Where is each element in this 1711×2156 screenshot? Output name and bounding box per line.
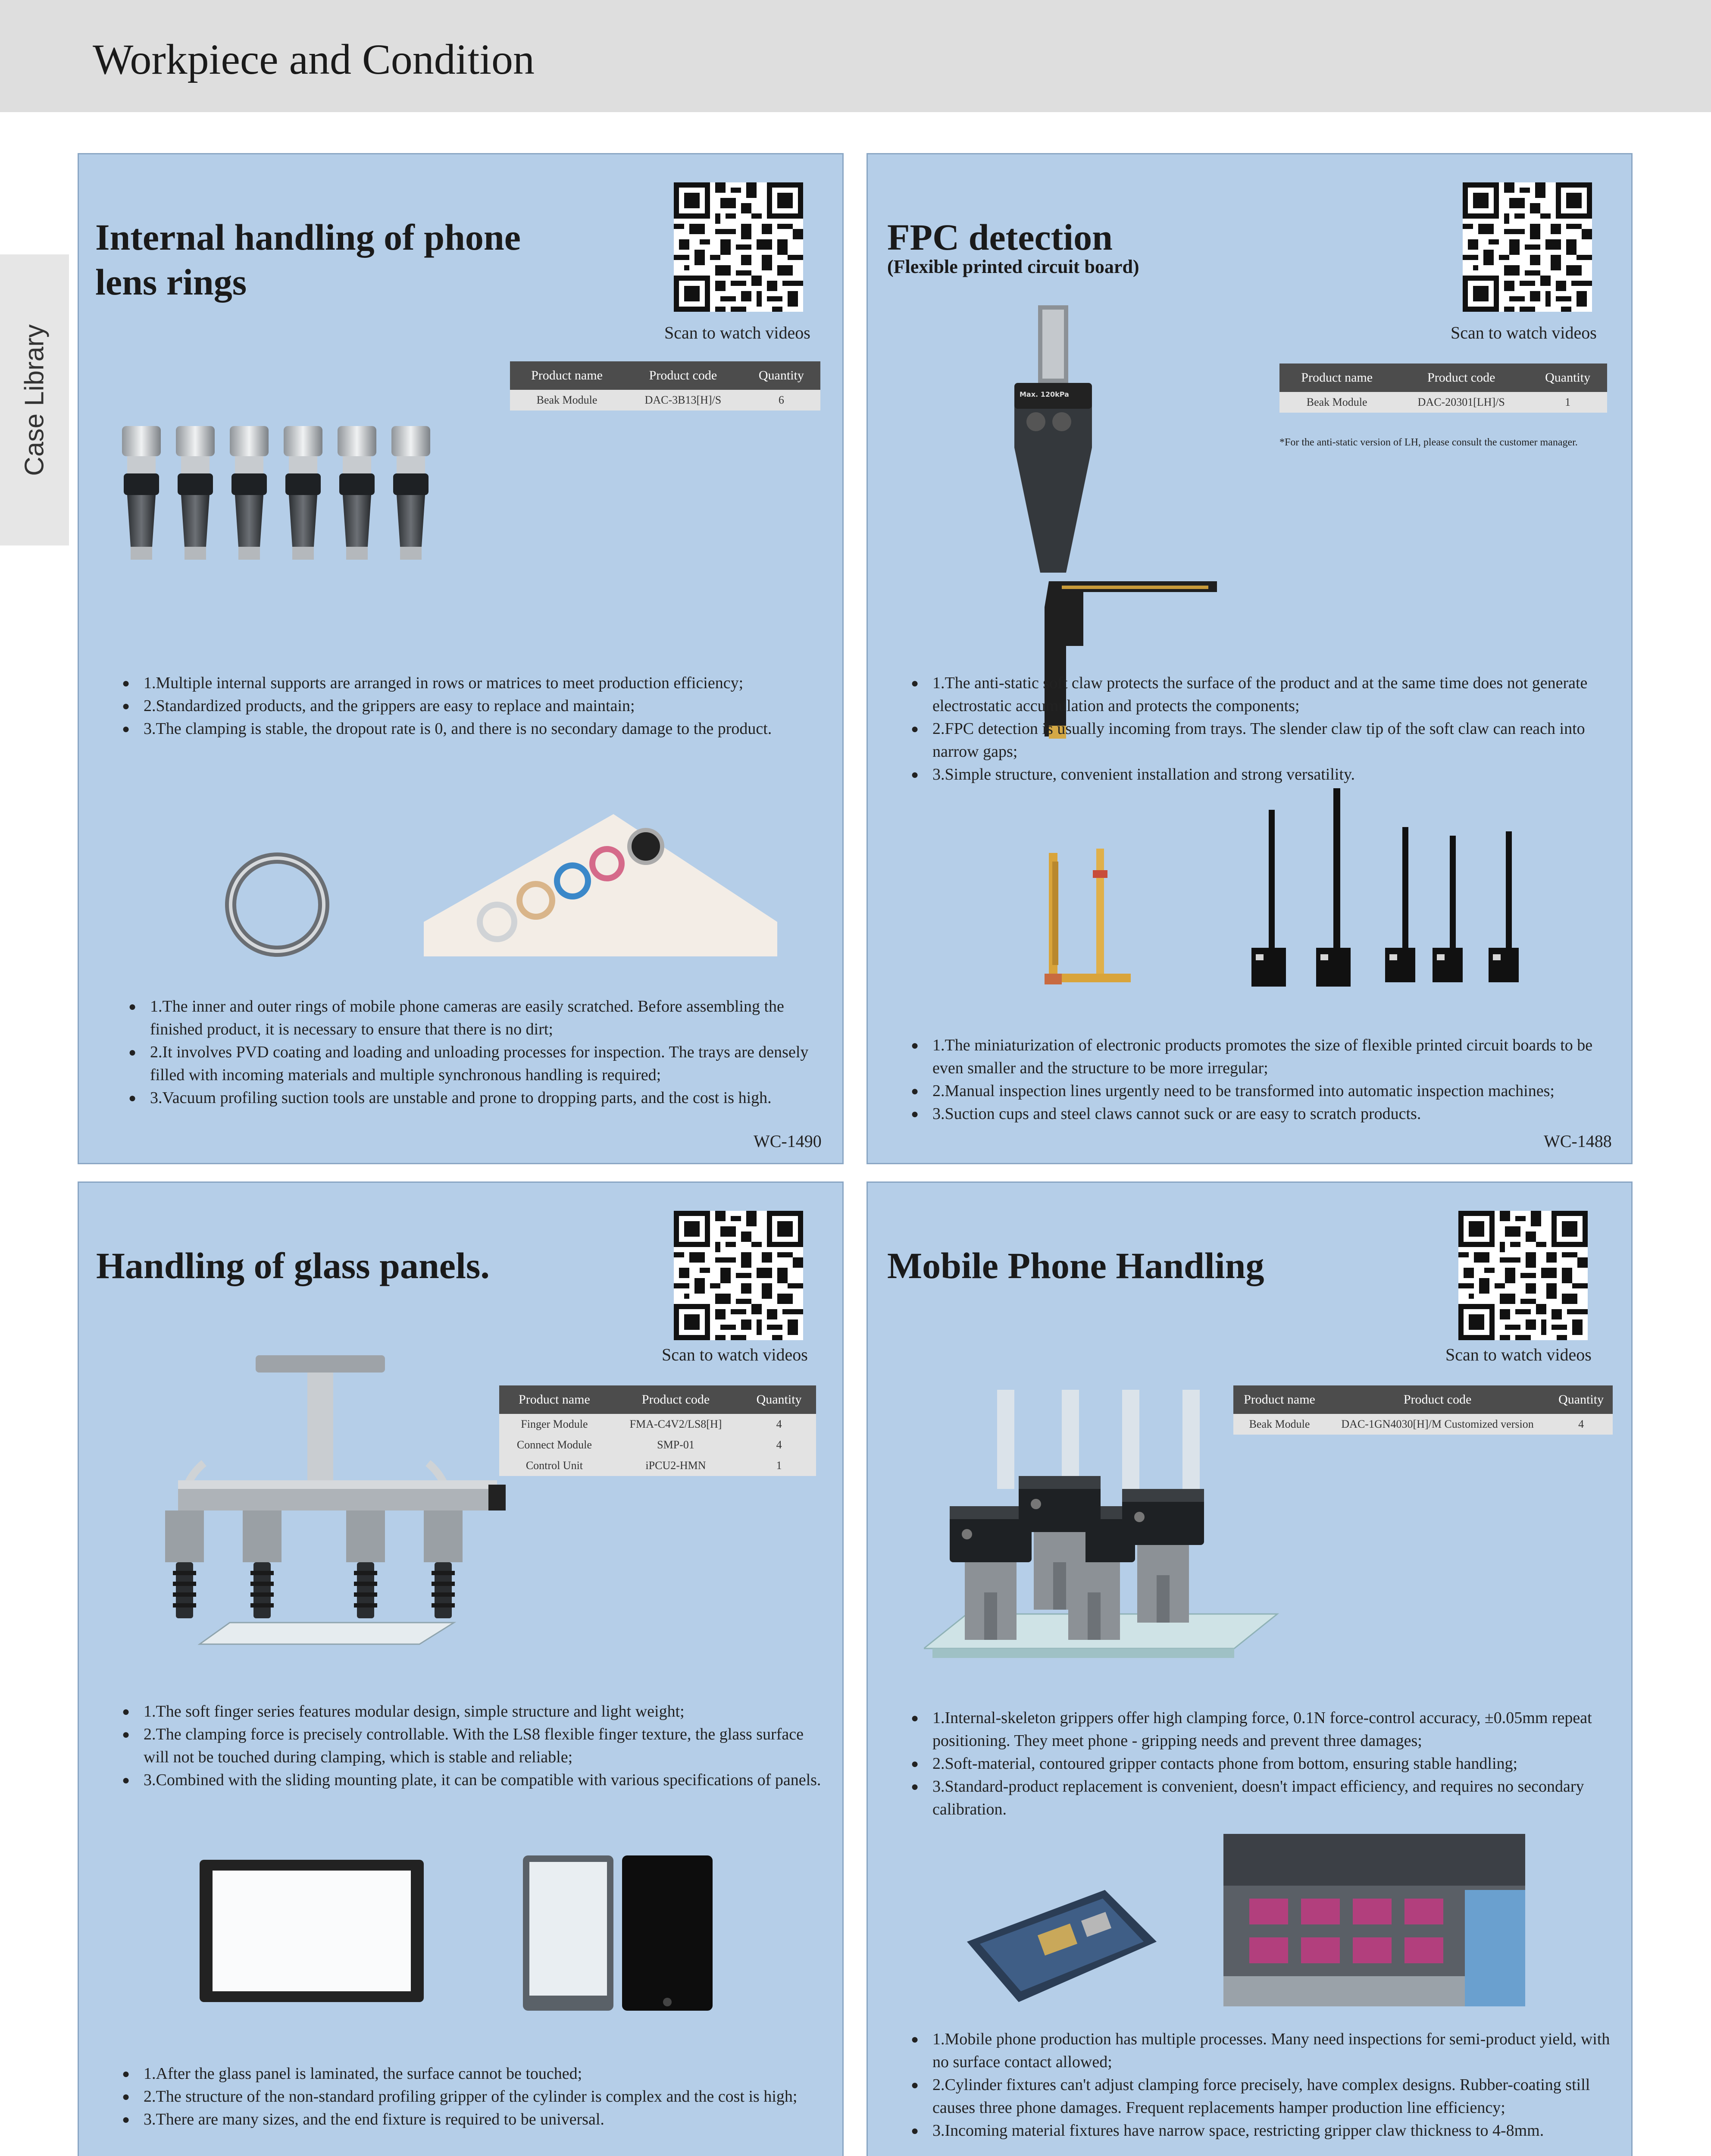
table-header: Quantity [742,361,820,390]
table-header: Product code [624,361,742,390]
feature-list [911,672,1609,786]
case-panel-glass-panels [78,1181,844,2156]
product-table [510,361,820,411]
feature-list [122,672,829,740]
list-item: ● 2.It involves PVD coating and loading and unloading processes for inspection. The trays are densely filled with incoming materials and multiple synchronous handling is required; [128,1041,835,1087]
side-tab[interactable] [0,254,69,545]
table-header: Product name [510,361,624,390]
panel-title: Mobile Phone Handling [887,1245,1264,1286]
list-item: ● 2.The clamping force is precisely controllable. With the LS8 flexible finger texture, the glass surface will not be touched during clamping, which is stable and reliable; [122,1723,829,1769]
page-title: Workpiece and Condition [93,35,535,83]
list-item: ● 1.Multiple internal supports are arranged in rows or matrices to meet production efficiency; [122,672,829,695]
problem-list [911,2028,1618,2142]
list-item: ● 1.The miniaturization of electronic products promotes the size of flexible printed circuit boards to be even smaller and the structure to be more irregular; [911,1034,1609,1080]
phone-camera-rings-illustration [424,814,777,956]
list-item: ● 2.FPC detection is usually incoming from trays. The slender claw tip of the soft claw can reach into narrow gaps; [911,718,1609,763]
list-item: ● 1.Internal-skeleton grippers offer high clamping force, 0.1N force-control accuracy, ±0.05mm repeat positioning. They meet phone - gripping needs and prevent three damages; [911,1707,1618,1752]
problem-list [128,995,835,1109]
scan-to-watch-label: Scan to watch videos [1451,323,1597,342]
table-header: Quantity [1549,1385,1613,1414]
list-item: ● 3.Combined with the sliding mounting plate, it can be compatible with various specifications of panels. [122,1769,829,1792]
problem-list [911,1034,1609,1125]
scan-to-watch-label: Scan to watch videos [1445,1345,1592,1364]
table-header: Quantity [742,1385,816,1414]
table-header: Product code [1326,1385,1549,1414]
problem-list [122,2062,829,2131]
list-item: ● 3.Simple structure, convenient installation and strong versatility. [911,763,1609,786]
production-line-illustration [1223,1834,1525,2006]
list-item: ● 3.Standard-product replacement is convenient, doesn't impact efficiency, and requires no secondary calibration. [911,1775,1618,1821]
phone-gripper-illustration [924,1390,1295,1683]
table-row: Beak Module DAC-1GN4030[H]/M Customized version 4 [1233,1414,1613,1435]
panel-title: Handling of glass panels. [96,1245,490,1286]
list-item: ● 2.The structure of the non-standard profiling gripper of the cylinder is complex and the cost is high; [122,2085,829,2108]
glass-panel-products-illustration [195,1851,790,2015]
list-item: ● 3.Incoming material fixtures have narrow space, restricting gripper claw thickness to 4-8mm. [911,2119,1618,2142]
list-item: ● 3.There are many sizes, and the end fixture is required to be universal. [122,2108,829,2131]
list-item: ● 1.The inner and outer rings of mobile phone cameras are easily scratched. Before assembling the finished product, it is necessary to ensure that there is no dirt; [128,995,835,1041]
table-row: Finger Module FMA-C4V2/LS8[H] 4 [499,1414,816,1435]
table-row: Control Unit iPCU2-HMN 1 [499,1455,816,1476]
glass-panel-gripper-illustration [152,1355,566,1648]
list-item: ● 2.Manual inspection lines urgently need to be transformed into automatic inspection machines; [911,1080,1609,1103]
case-code: WC-1488 [1544,1131,1612,1151]
lens-ring-illustration [221,849,333,961]
table-header: Product name [1279,364,1394,392]
table-row: Connect Module SMP-01 4 [499,1435,816,1455]
table-row: Beak Module DAC-3B13[H]/S 6 [510,390,820,411]
list-item: ● 1.The anti-static soft claw protects the surface of the product and at the same time does not generate electrostatic accumulation and protects the components; [911,672,1609,718]
case-panel-mobile-phone [866,1181,1633,2156]
list-item: ● 2.Soft-material, contoured gripper contacts phone from bottom, ensuring stable handling; [911,1752,1618,1775]
panel-subtitle: (Flexible printed circuit board) [887,256,1139,277]
list-item: ● 3.Vacuum profiling suction tools are unstable and prone to dropping parts, and the cost is high. [128,1087,835,1109]
scan-to-watch-label: Scan to watch videos [662,1345,808,1364]
list-item: ● 1.The soft finger series features modular design, simple structure and light weight; [122,1700,829,1723]
table-row: Beak Module DAC-20301[LH]/S 1 [1279,392,1607,413]
table-header: Product code [1394,364,1528,392]
qr-code-icon[interactable] [674,1211,803,1340]
phone-internals-illustration [967,1890,1157,2002]
table-header: Product name [499,1385,610,1414]
table-header: Product name [1233,1385,1326,1414]
pressure-label: Max. 120kPa [1020,390,1069,398]
beak-module-row-illustration [118,422,463,568]
fpc-products-illustration [988,784,1549,991]
feature-list [911,1707,1618,1821]
header-bar [0,0,1711,112]
product-table [1279,364,1607,413]
feature-list [122,1700,829,1792]
table-header: Quantity [1528,364,1607,392]
qr-code-icon[interactable] [1463,182,1592,312]
case-panel-fpc-detection [866,153,1633,1164]
list-item: ● 3.The clamping is stable, the dropout rate is 0, and there is no secondary damage to the product. [122,718,829,740]
list-item: ● 2.Standardized products, and the grippers are easy to replace and maintain; [122,695,829,718]
anti-static-note: *For the anti-static version of LH, please consult the customer manager. [1279,437,1578,448]
qr-code-icon[interactable] [1458,1211,1588,1340]
list-item: ● 1.After the glass panel is laminated, the surface cannot be touched; [122,2062,829,2085]
list-item: ● 2.Cylinder fixtures can't adjust clamping force precisely, have complex designs. Rubber-coating still causes three phone damages. Frequent replacements hamper production line efficiency; [911,2074,1618,2119]
list-item: ● 1.Mobile phone production has multiple processes. Many need inspections for semi-product yield, with no surface contact allowed; [911,2028,1618,2074]
panel-title: FPC detection [887,216,1113,258]
side-tab-label: Case Library [19,324,50,476]
qr-code-icon[interactable] [674,182,803,312]
panel-title: Internal handling of phone lens rings [95,216,521,303]
table-header: Product code [610,1385,742,1414]
case-code: WC-1490 [754,1131,822,1151]
list-item: ● 3.Suction cups and steel claws cannot suck or are easy to scratch products. [911,1103,1609,1125]
case-panel-lens-rings [78,153,844,1164]
scan-to-watch-label: Scan to watch videos [664,323,810,342]
